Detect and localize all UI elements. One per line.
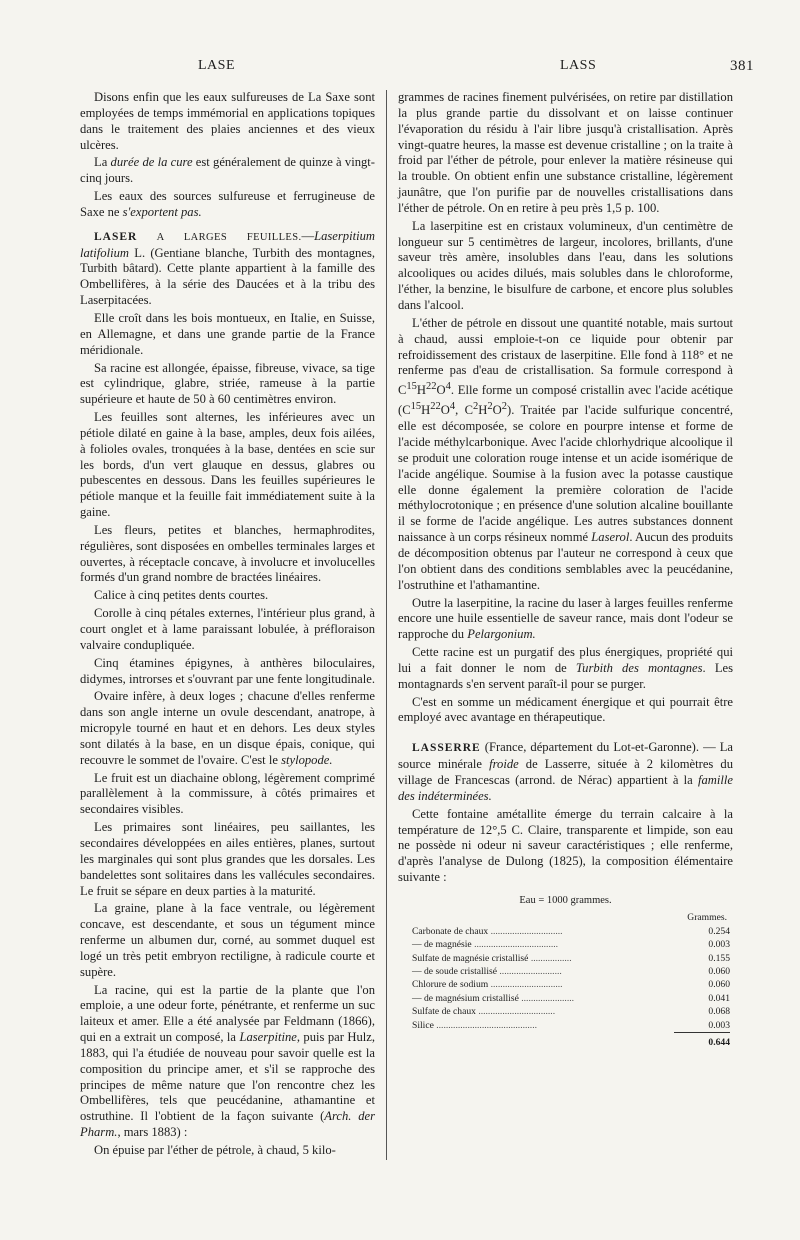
dot-leader: .............................. [488, 925, 563, 937]
emphasis: stylopode. [281, 752, 333, 767]
table-caption: Eau = 1000 grammes. [519, 894, 612, 906]
text: Ovaire infère, à deux loges ; chacune d'elles renferme dans son angle interne un ovule descendant, anatrope, à micropyle tourné en haut et en dehors. Les deux styles sont dilatés à la base, en un disque épais, conique, qui recouvre le sommet de l'ovaire. C'est le [80, 689, 375, 767]
table-row [412, 952, 730, 965]
paragraph: Les primaires sont linéaires, peu saillantes, les secondaires développées en ailes entières, planes, surtout les marginales qui sont plus grandes que les dorsales. Les bandelettes sont solitaires dans les vallécules secondaires. Le fruit se sépare en deux parties à la maturité. [80, 820, 375, 898]
paragraph [398, 316, 733, 594]
table-cell-name: Silice .......................................... [412, 1019, 537, 1031]
table-cell-value: 0.060 [708, 965, 730, 977]
superscript: 22 [426, 381, 437, 393]
table-total: 0.644 [674, 1032, 730, 1049]
column-divider [386, 90, 387, 1160]
emphasis: Pelargonium. [467, 627, 536, 642]
dot-leader: ................................... [471, 939, 559, 951]
table-cell-value: 0.003 [708, 939, 730, 951]
dot-leader: .......................... [497, 965, 562, 977]
citation: Arch. der Pharm. [80, 1109, 375, 1140]
emphasis: s'exportent pas. [122, 204, 202, 219]
table-row [412, 1019, 730, 1033]
entry-lasserre [398, 740, 733, 804]
composition-table [398, 894, 733, 1049]
paragraph: Sa racine est allongée, épaisse, fibreuse, vivace, sa tige est cylindrique, glabre, striée, rameuse à la partie supérieure et haute de 50 à 60 centimètres environ. [80, 360, 375, 407]
dot-leader: ................. [528, 952, 572, 964]
table-cell-name: Chlorure de sodium .............................. [412, 979, 563, 991]
table-row [412, 965, 730, 978]
table-cell-name: — de magnésie ................................... [412, 939, 559, 951]
text: O [436, 383, 446, 398]
page-number: 381 [730, 58, 754, 74]
paragraph: La laserpitine est en cristaux volumineux, d'un centimètre de longueur sur 5 centimètres de largeur, incolores, brillants, d'une saveur très amère, insolubles dans l'eau, dans les solutions alcooliques ou acides dilués, mais solubles dans le chloroforme, l'éther, la benzine, le bisulfure de carbone, et encore plus solubles dans l'alcool. [398, 218, 733, 312]
paragraph: grammes de racines finement pulvérisées, on retire par distillation la plus grande partie du dissolvant et on laisse continuer l'évaporation du résidu à l'air libre jusqu'à cristallisation. Après vingt-quatre heures, la masse est devenue cristalline ; on la traite à froid par l'éther de pétrole, pour enlever la matière résineuse qui la trouble. On obtient enfin une substance cristalline, légèrement jaunâtre, que l'on purifie par de nouvelles cristallisations dans l'éther de pétrole. On en retire à peu près 1,5 p. 100. [398, 90, 733, 215]
table-cell-value: 0.060 [708, 979, 730, 991]
text: est généralement de quinze à vingt-cinq jours. [80, 155, 375, 186]
emphasis: durée de la cure [110, 155, 193, 170]
paragraph: Les fleurs, petites et blanches, hermaphrodites, régulières, sont disposées en ombelles terminales larges et ouvertes, à réceptacle concave, à involucre et involucelles formés d'un grand nombre de bractées linéaires. [80, 522, 375, 585]
text: H [478, 403, 488, 418]
table-cell-name: Carbonate de chaux .............................. [412, 925, 563, 937]
right-column [398, 90, 733, 1049]
table-total-row [412, 1032, 730, 1049]
superscript: 15 [410, 401, 422, 413]
text: (France, département du Lot-et-Garonne). — La source minérale [398, 740, 733, 772]
text: O [440, 403, 450, 418]
paragraph [80, 189, 375, 221]
text: . Elle forme un composé cristallin avec l'acide acétique (C [398, 383, 733, 418]
running-head-left: LASE [198, 58, 235, 73]
dot-leader: ................................ [475, 1006, 556, 1018]
superscript: 15 [406, 381, 417, 393]
dash: — [301, 228, 315, 243]
paragraph [398, 596, 733, 644]
dot-leader: .............................. [488, 979, 563, 991]
superscript: 2 [501, 401, 507, 413]
emphasis: Turbith des montagnes [575, 660, 703, 675]
entry-headword: LASSERRE [412, 742, 481, 755]
paragraph [80, 689, 375, 768]
table-row [412, 938, 730, 951]
entry-laser [80, 229, 375, 309]
paragraph: Elle croît dans les bois montueux, en Italie, en Suisse, en Allemagne, et dans une grande partie de la France méridionale. [80, 310, 375, 357]
text: Cette racine est un purgatif des plus énergiques, propriété qui lui a fait donner le nom de [398, 645, 733, 675]
paragraph: Le fruit est un diachaine oblong, légèrement comprimé parallèlement à la commissure, à côtés primaires et secondaires visibles. [80, 770, 375, 817]
table-cell-name: Sulfate de chaux ................................ [412, 1006, 556, 1018]
table-body [412, 925, 730, 1050]
text: de Lasserre, située à 2 kilomètres du village de Francescas (arrond. de Nérac) appartient à la [398, 757, 733, 787]
text: . Les montagnards s'en servent paraît-il pour se purger. [398, 660, 733, 691]
table-cell [412, 1032, 674, 1049]
table-cell-value: 0.041 [708, 992, 730, 1004]
emphasis: famille des indéterminées. [398, 772, 733, 803]
text: . Aucun des produits de décomposition obtenus par l'auteur ne correspond à ceux que l'on obtient dans des conditions semblables avec la peucédanine, l'ostruthine et l'athamantine. [398, 530, 733, 592]
text: , puis par Hulz, 1883, qui l'a étudiée de nouveau pour savoir quelle est la composition du principe amer, et s'il se rapproche des principes de même nature que l'on rencontre chez les Ombellifères, tels que peucédanine, athamantine et ostruthine. Il l'obtient de la façon suivante ( [80, 1030, 376, 1124]
table-cell-name: Sulfate de magnésie cristallisé ................. [412, 952, 572, 964]
text: , C [455, 403, 474, 418]
emphasis: froide [489, 757, 519, 772]
table-row [412, 1005, 730, 1018]
table-unit: Grammes. [687, 912, 727, 924]
emphasis: Laserol [591, 530, 630, 545]
superscript: 2 [487, 401, 493, 413]
paragraph: Cette fontaine amétallite émerge du terrain calcaire à la température de 12°,5 C. Claire, transparente et limpide, son eau ne possède ni odeur ni saveur caractéristiques ; elle renferme, d'après l'analyse de Dulong (1825), la composition élémentaire suivante : [398, 806, 733, 885]
text: L'éther de pétrole en dissout une quantité notable, mais surtout à chaud, aussi emploie-t-on ce liquide pour obtenir par refroidissement des cristaux de laserpitine. Elle fond à 118° et ne renferme pas d'eau de cristallisation. Sa formule correspond à C [398, 315, 733, 398]
table-cell-value: 0.155 [708, 952, 730, 964]
text: H [421, 403, 431, 418]
paragraph: Corolle à cinq pétales externes, l'intérieur plus grand, à court onglet et à lame paraissant lobulée, à préfloraison valvaire condupliquée. [80, 606, 375, 652]
dot-leader: ...................... [518, 992, 575, 1004]
paragraph: Les feuilles sont alternes, les inférieures avec un pétiole dilaté en gaine à la base, amples, deux fois ailées, à folioles ovales, tronquées à la base, dentées en scie sur les bords, d'un vert glauque en dessus, glabres ou pubescentes en dessous. Dans les feuilles supérieures le pétiole manque et la feuille fait immédiatement suite à la gaine. [80, 410, 375, 520]
superscript: 4 [449, 401, 456, 413]
text: La [94, 155, 111, 170]
text: O [492, 403, 502, 418]
table-cell-value: 0.068 [708, 1006, 730, 1018]
latin-name: Laserpitium latifolium [80, 228, 375, 260]
text: , mars 1883) : [117, 1125, 188, 1140]
paragraph: On épuise par l'éther de pétrole, à chaud, 5 kilo- [94, 1143, 336, 1157]
table-cell-value: 0.254 [708, 925, 730, 937]
paragraph [398, 645, 733, 693]
left-column [80, 90, 375, 1159]
table-row [412, 992, 730, 1005]
paragraph: Cinq étamines épigynes, à anthères biloculaires, didymes, introrses et s'ouvrant par une fente longitudinale. [80, 655, 375, 686]
paragraph [80, 983, 375, 1141]
text: ). Traitée par l'acide sulfurique concentré, elle est décomposée, se colore en pourpre intense et forme de l'acide méthylcarbonique. Avec l'acide chlorhydrique alcoolique il se produit une coloration rouge intense et un acide isomérique de l'acide angélique. Soumise à la fusion avec la potasse caustique elle donne également la première coloration de l'acide méthylocrotonique ; en présence d'une solution alcaline bouillante il se forme de l'acide angélique. Les autres substances donnent naissance à un corps résineux nommé [398, 403, 733, 545]
running-head-right: LASS [560, 58, 597, 73]
table-row [412, 978, 730, 991]
text: Les eaux des sources sulfureuse et ferrugineuse de Saxe ne [80, 189, 375, 219]
dot-leader: .......................................... [433, 1019, 537, 1031]
table-cell-name: — de magnésium cristallisé ...................... [412, 992, 575, 1004]
superscript: 4 [445, 381, 451, 393]
table-cell-name: — de soude cristallisé .......................... [412, 965, 562, 977]
superscript: 2 [473, 401, 479, 413]
entry-subtitle: A LARGES FEUILLES. [137, 231, 302, 243]
text: H [416, 383, 427, 398]
text: Outre la laserpitine, la racine du laser à larges feuilles renferme encore une huile essentielle de saveur rance, mais dont l'odeur se rapproche du [398, 595, 733, 642]
paragraph: Calice à cinq petites dents courtes. [94, 588, 269, 603]
emphasis: Laserpitine [239, 1030, 297, 1045]
table-cell-value: 0.003 [708, 1019, 730, 1031]
entry-headword: LASER [94, 230, 138, 243]
paragraph [80, 155, 375, 187]
superscript: 22 [430, 401, 441, 413]
text: La racine, qui est la partie de la plante que l'on emploie, a une odeur forte, pénétrante, et renferme un suc laiteux et amer. Elle a été analysée par Feldmann (1866), qui en a extrait un composé, la [80, 982, 375, 1045]
table-row [412, 925, 730, 938]
text: L. (Gentiane blanche, Turbith des montagnes, Turbith bâtard). Cette plante appartient à la famille des Ombellifères, à la série des Daucées et à la tribu des Laserpitacées. [80, 245, 375, 308]
paragraph: La graine, plane à la face ventrale, ou légèrement concave, est descendante, et sous un tégument mince renferme un albumen dur, corné, au sommet duquel est logé un très petit embryon rectiligne, à radicule courte et supère. [80, 901, 375, 979]
paragraph: C'est en somme un médicament énergique et qui pourrait être employé avec avantage en thérapeutique. [398, 694, 733, 725]
paragraph: Disons enfin que les eaux sulfureuses de La Saxe sont employées de temps immémorial en applications topiques dans le traitement des plaies anciennes et des vieux ulcères. [80, 90, 375, 152]
